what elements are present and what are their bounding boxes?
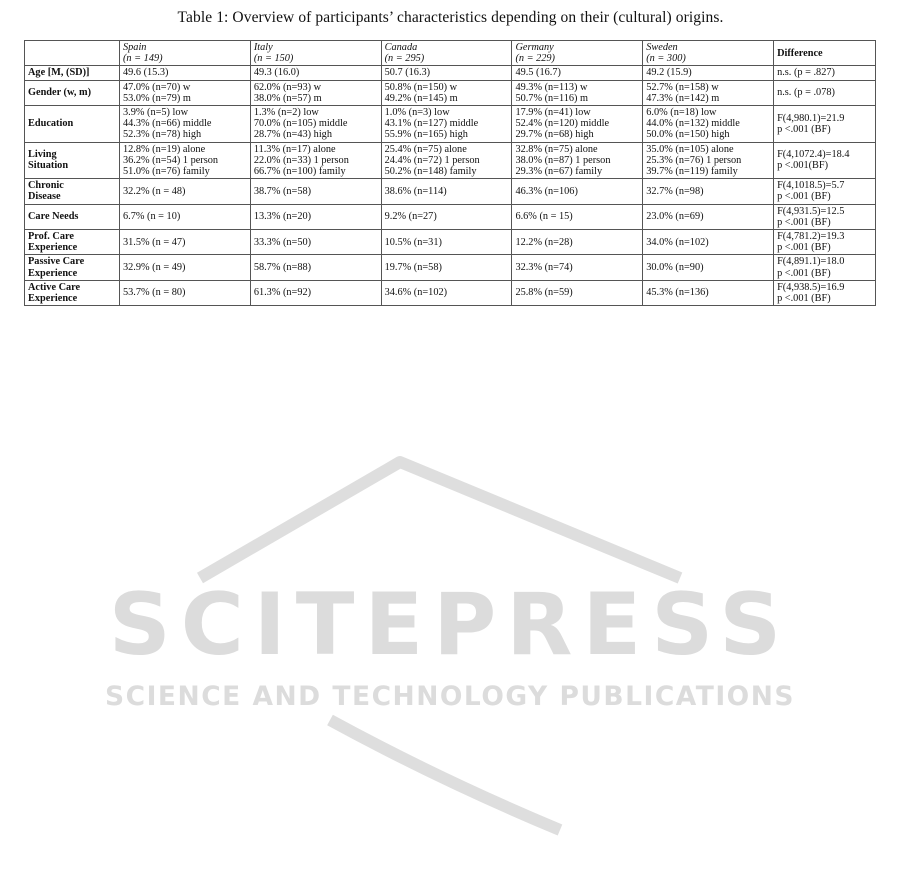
table-cell bbox=[643, 230, 774, 255]
col-name: Italy bbox=[253, 42, 273, 53]
cell-value: 29.3% (n=67) family bbox=[515, 166, 603, 178]
cell-value: 13.3% (n=20) bbox=[253, 211, 312, 223]
row-label-line: Situation bbox=[28, 160, 69, 172]
cell-value: 52.4% (n=120) middle bbox=[515, 118, 610, 130]
cell-value: 25.8% (n=59) bbox=[515, 287, 573, 299]
cell-value: 12.2% (n=28) bbox=[515, 236, 573, 248]
row-label-line: Chronic bbox=[28, 180, 64, 192]
cell-value: 32.7% (n=98) bbox=[646, 185, 704, 197]
difference-value: F(4,891.1)=18.0 bbox=[777, 256, 845, 268]
cell-value: 62.0% (n=93) w bbox=[253, 81, 322, 93]
table-cell bbox=[381, 106, 512, 143]
row-label-line: Passive Care bbox=[28, 256, 85, 268]
table-cell bbox=[250, 80, 381, 105]
table-row bbox=[25, 80, 876, 105]
characteristics-table bbox=[24, 40, 876, 306]
table-cell bbox=[512, 230, 643, 255]
table-row bbox=[25, 204, 876, 229]
table-header-row bbox=[25, 41, 876, 66]
difference-cell bbox=[774, 66, 876, 80]
cell-value: 11.3% (n=17) alone bbox=[253, 143, 336, 155]
row-label bbox=[25, 142, 120, 179]
table-cell bbox=[643, 179, 774, 204]
table-cell bbox=[643, 204, 774, 229]
cell-value: 32.9% (n = 49) bbox=[123, 262, 186, 274]
cell-value: 23.0% (n=69) bbox=[646, 211, 704, 223]
cell-value: 6.7% (n = 10) bbox=[123, 211, 181, 223]
row-label-line: Active Care bbox=[28, 281, 81, 293]
row-label-line: Experience bbox=[28, 267, 78, 279]
cell-value: 61.3% (n=92) bbox=[253, 287, 312, 299]
cell-value: 51.0% (n=76) family bbox=[123, 166, 210, 178]
cell-value: 9.2% (n=27) bbox=[384, 211, 437, 223]
header-col-difference bbox=[774, 41, 876, 66]
cell-value: 31.5% (n = 47) bbox=[123, 236, 186, 248]
cell-value: 49.3% (n=113) w bbox=[515, 81, 588, 93]
cell-value: 33.3% (n=50) bbox=[253, 236, 312, 248]
cell-value: 50.7 (16.3) bbox=[384, 67, 431, 79]
difference-value: F(4,938.5)=16.9 bbox=[777, 281, 845, 293]
row-label-line: Experience bbox=[28, 293, 78, 305]
cell-value: 19.7% (n=58) bbox=[384, 262, 442, 274]
table-cell bbox=[512, 106, 643, 143]
table-body bbox=[25, 66, 876, 306]
cell-value: 38.0% (n=87) 1 person bbox=[515, 154, 611, 166]
cell-value: 49.5 (16.7) bbox=[515, 67, 561, 79]
cell-value: 1.3% (n=2) low bbox=[253, 107, 319, 119]
col-name: Difference bbox=[777, 47, 823, 59]
difference-cell bbox=[774, 230, 876, 255]
difference-cell bbox=[774, 80, 876, 105]
cell-value: 45.3% (n=136) bbox=[646, 287, 709, 299]
cell-value: 47.0% (n=70) w bbox=[123, 81, 191, 93]
cell-value: 66.7% (n=100) family bbox=[253, 166, 346, 178]
difference-value: F(4,980.1)=21.9 bbox=[777, 112, 845, 124]
cell-value: 50.2% (n=148) family bbox=[384, 166, 477, 178]
table-cell bbox=[250, 179, 381, 204]
cell-value: 34.0% (n=102) bbox=[646, 236, 709, 248]
cell-value: 58.7% (n=88) bbox=[253, 262, 312, 274]
cell-value: 50.7% (n=116) m bbox=[515, 92, 589, 104]
table-cell bbox=[643, 280, 774, 305]
table-cell bbox=[250, 280, 381, 305]
table-cell bbox=[250, 106, 381, 143]
row-label bbox=[25, 80, 120, 105]
row-label bbox=[25, 66, 120, 80]
table-cell bbox=[250, 255, 381, 280]
cell-value: 1.0% (n=3) low bbox=[384, 107, 450, 119]
difference-value: F(4,1018.5)=5.7 bbox=[777, 180, 845, 192]
cell-value: 44.0% (n=132) middle bbox=[646, 118, 740, 130]
col-n: (n = 229) bbox=[515, 53, 555, 65]
cell-value: 44.3% (n=66) middle bbox=[123, 118, 212, 130]
difference-value: p <.001 (BF) bbox=[777, 191, 831, 203]
table-row bbox=[25, 179, 876, 204]
table-row bbox=[25, 106, 876, 143]
cell-value: 34.6% (n=102) bbox=[384, 287, 448, 299]
row-label bbox=[25, 230, 120, 255]
difference-cell bbox=[774, 255, 876, 280]
header-col-sweden bbox=[643, 41, 774, 66]
table-cell bbox=[512, 142, 643, 179]
difference-value: F(4,1072.4)=18.4 bbox=[777, 149, 850, 161]
cell-value: 46.3% (n=106) bbox=[515, 185, 578, 197]
table-caption: Table 1: Overview of participants’ characteristics depending on their (cultural) origins. bbox=[177, 9, 724, 26]
row-label bbox=[25, 179, 120, 204]
table-cell bbox=[120, 106, 251, 143]
difference-value: F(4,781.2)=19.3 bbox=[777, 231, 845, 243]
row-label-line: Age [M, (SD)] bbox=[28, 67, 90, 79]
table-cell bbox=[250, 204, 381, 229]
table-cell bbox=[381, 142, 512, 179]
col-name: Spain bbox=[123, 42, 147, 53]
table-cell bbox=[250, 66, 381, 80]
table-row bbox=[25, 66, 876, 80]
cell-value: 53.7% (n = 80) bbox=[123, 287, 186, 299]
cell-value: 22.0% (n=33) 1 person bbox=[253, 154, 349, 166]
cell-value: 35.0% (n=105) alone bbox=[646, 143, 734, 155]
row-label-line: Care Needs bbox=[28, 211, 79, 223]
col-n: (n = 149) bbox=[123, 53, 163, 65]
cell-value: 49.2% (n=145) m bbox=[384, 92, 458, 104]
table-cell bbox=[643, 66, 774, 80]
row-label bbox=[25, 204, 120, 229]
cell-value: 3.9% (n=5) low bbox=[123, 107, 189, 119]
table-row bbox=[25, 255, 876, 280]
table-cell bbox=[381, 255, 512, 280]
cell-value: 49.3 (16.0) bbox=[253, 67, 300, 79]
col-n: (n = 295) bbox=[384, 53, 425, 65]
cell-value: 29.7% (n=68) high bbox=[515, 129, 594, 141]
cell-value: 36.2% (n=54) 1 person bbox=[123, 154, 219, 166]
difference-cell bbox=[774, 142, 876, 179]
cell-value: 25.4% (n=75) alone bbox=[384, 143, 467, 155]
cell-value: 17.9% (n=41) low bbox=[515, 107, 591, 119]
table-cell bbox=[120, 204, 251, 229]
col-name: Germany bbox=[515, 42, 554, 53]
cell-value: 38.0% (n=57) m bbox=[253, 92, 322, 104]
table-cell bbox=[120, 66, 251, 80]
cell-value: 28.7% (n=43) high bbox=[253, 129, 332, 141]
header-col-canada bbox=[381, 41, 512, 66]
table-row bbox=[25, 230, 876, 255]
cell-value: 32.8% (n=75) alone bbox=[515, 143, 598, 155]
cell-value: 32.3% (n=74) bbox=[515, 262, 573, 274]
difference-value: F(4,931.5)=12.5 bbox=[777, 205, 845, 217]
row-label bbox=[25, 255, 120, 280]
row-label-line: Gender (w, m) bbox=[28, 87, 92, 99]
col-n: (n = 300) bbox=[646, 53, 686, 65]
table-cell bbox=[120, 280, 251, 305]
table-cell bbox=[512, 179, 643, 204]
cell-value: 39.7% (n=119) family bbox=[646, 166, 738, 178]
cell-value: 55.9% (n=165) high bbox=[384, 129, 468, 141]
table-cell bbox=[120, 142, 251, 179]
difference-cell bbox=[774, 280, 876, 305]
table-row bbox=[25, 280, 876, 305]
cell-value: 52.3% (n=78) high bbox=[123, 129, 202, 141]
table-cell bbox=[381, 280, 512, 305]
table-cell bbox=[381, 66, 512, 80]
table-cell bbox=[120, 80, 251, 105]
cell-value: 43.1% (n=127) middle bbox=[384, 118, 479, 130]
cell-value: 47.3% (n=142) m bbox=[646, 92, 720, 104]
row-label bbox=[25, 280, 120, 305]
difference-cell bbox=[774, 106, 876, 143]
table-cell bbox=[512, 255, 643, 280]
cell-value: 38.7% (n=58) bbox=[253, 185, 312, 197]
cell-value: 12.8% (n=19) alone bbox=[123, 143, 206, 155]
difference-value: p <.001(BF) bbox=[777, 160, 829, 172]
table-cell bbox=[381, 80, 512, 105]
cell-value: 50.0% (n=150) high bbox=[646, 129, 730, 141]
table-cell bbox=[512, 80, 643, 105]
table-cell bbox=[250, 230, 381, 255]
row-label-line: Disease bbox=[28, 191, 61, 203]
row-label-line: Experience bbox=[28, 242, 78, 254]
table-cell bbox=[120, 255, 251, 280]
difference-value: p <.001 (BF) bbox=[777, 293, 831, 305]
table-cell bbox=[643, 142, 774, 179]
cell-value: 32.2% (n = 48) bbox=[123, 185, 186, 197]
table-cell bbox=[381, 179, 512, 204]
cell-value: 50.8% (n=150) w bbox=[384, 81, 458, 93]
row-label-line: Living bbox=[28, 149, 57, 161]
cell-value: 24.4% (n=72) 1 person bbox=[384, 154, 480, 166]
cell-value: 70.0% (n=105) middle bbox=[253, 118, 348, 130]
cell-value: 30.0% (n=90) bbox=[646, 262, 704, 274]
difference-value: p <.001 (BF) bbox=[777, 242, 831, 254]
table-row bbox=[25, 142, 876, 179]
watermark-emblem-icon bbox=[200, 462, 680, 830]
table-cell bbox=[120, 179, 251, 204]
row-label-line: Education bbox=[28, 118, 74, 130]
table-cell bbox=[643, 255, 774, 280]
header-empty-cell bbox=[25, 41, 120, 66]
row-label-line: Prof. Care bbox=[28, 231, 74, 243]
header-col-italy bbox=[250, 41, 381, 66]
difference-cell bbox=[774, 179, 876, 204]
col-name: Canada bbox=[384, 42, 418, 53]
cell-value: 25.3% (n=76) 1 person bbox=[646, 154, 742, 166]
table-cell bbox=[512, 280, 643, 305]
row-label bbox=[25, 106, 120, 143]
table-cell bbox=[381, 230, 512, 255]
cell-value: 49.6 (15.3) bbox=[123, 67, 169, 79]
watermark-subtitle: SCIENCE AND TECHNOLOGY PUBLICATIONS bbox=[105, 681, 795, 712]
difference-value: p <.001 (BF) bbox=[777, 123, 831, 135]
table-cell bbox=[643, 80, 774, 105]
table-cell bbox=[512, 66, 643, 80]
col-name: Sweden bbox=[646, 42, 678, 53]
difference-value: p <.001 (BF) bbox=[777, 267, 831, 279]
difference-value: n.s. (p = .078) bbox=[777, 87, 835, 99]
header-col-germany bbox=[512, 41, 643, 66]
table-cell bbox=[250, 142, 381, 179]
watermark-title: SCITEPRESS bbox=[108, 575, 792, 675]
cell-value: 53.0% (n=79) m bbox=[123, 92, 191, 104]
table-cell bbox=[120, 230, 251, 255]
table-cell bbox=[643, 106, 774, 143]
cell-value: 52.7% (n=158) w bbox=[646, 81, 719, 93]
table-cell bbox=[512, 204, 643, 229]
table-cell bbox=[381, 204, 512, 229]
difference-value: p <.001 (BF) bbox=[777, 216, 831, 228]
cell-value: 6.0% (n=18) low bbox=[646, 107, 717, 119]
difference-cell bbox=[774, 204, 876, 229]
header-col-spain bbox=[120, 41, 251, 66]
cell-value: 6.6% (n = 15) bbox=[515, 211, 573, 223]
cell-value: 38.6% (n=114) bbox=[384, 185, 447, 197]
cell-value: 10.5% (n=31) bbox=[384, 236, 442, 248]
col-n: (n = 150) bbox=[253, 53, 294, 65]
difference-value: n.s. (p = .827) bbox=[777, 67, 835, 79]
cell-value: 49.2 (15.9) bbox=[646, 67, 692, 79]
